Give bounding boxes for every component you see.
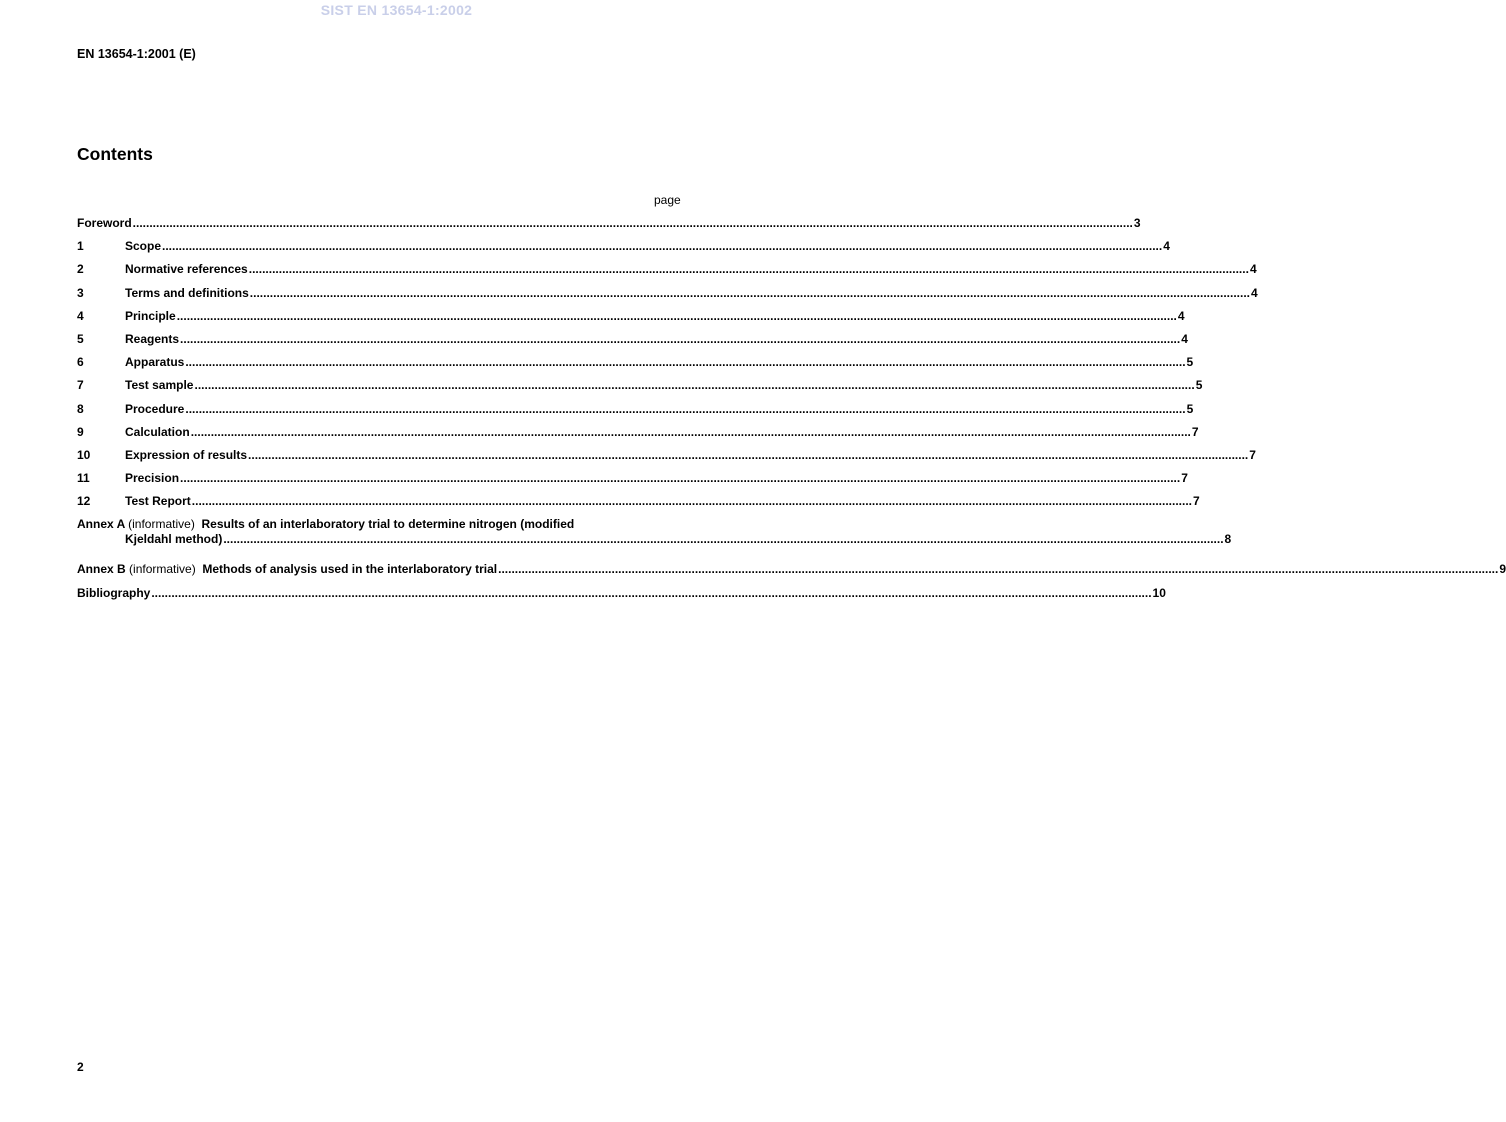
- toc-entry-page: 4: [1251, 285, 1258, 300]
- toc-entry[interactable]: [77, 471, 1188, 494]
- toc-entry-title: Procedure: [125, 401, 185, 416]
- annex-a-label: Annex A: [77, 517, 125, 532]
- leader-dots: ............................................................................................................................................................................................................................................................................................................: [190, 424, 1191, 439]
- toc-entry-page: 7: [1191, 424, 1199, 439]
- bibliography-page: 10: [1152, 585, 1166, 600]
- annex-b-type: (informative): [129, 562, 196, 577]
- leader-dots: ............................................................................................................................................................................................................................................................................................................: [498, 562, 1499, 577]
- toc-entry[interactable]: [77, 308, 1185, 332]
- toc-entry[interactable]: [77, 424, 1199, 448]
- toc-entry-title: Calculation: [125, 424, 190, 439]
- toc-entry[interactable]: [77, 239, 1170, 262]
- toc-entry[interactable]: [77, 401, 1194, 425]
- toc-entry-annex-b[interactable]: [77, 562, 1506, 585]
- annex-a-title-line1: Results of an interlaboratory trial to determine nitrogen (modified: [201, 517, 575, 532]
- leader-dots: ............................................................................................................................................................................................................................................................................................................: [191, 494, 1192, 509]
- toc-entry-page: 4: [1181, 331, 1188, 346]
- leader-dots: ............................................................................................................................................................................................................................................................................................................: [194, 378, 1195, 393]
- leader-dots: ............................................................................................................................................................................................................................................................................................................: [223, 532, 1224, 547]
- leader-dots: ............................................................................................................................................................................................................................................................................................................: [248, 262, 1249, 277]
- toc-entry-page: 4: [1163, 239, 1170, 254]
- toc-entry-title: Test Report: [125, 494, 191, 509]
- toc-entry[interactable]: [77, 378, 1203, 401]
- leader-dots: ............................................................................................................................................................................................................................................................................................................: [132, 216, 1133, 230]
- toc-entry-page: 7: [1249, 447, 1256, 462]
- toc-entry-bibliography[interactable]: [77, 585, 1166, 609]
- toc-entry-title: Foreword: [77, 216, 132, 230]
- toc-entry-title: Scope: [125, 239, 162, 254]
- annex-b-page: 9: [1499, 562, 1506, 577]
- toc-entry-number: 8: [77, 401, 84, 416]
- toc-entry[interactable]: [77, 494, 1200, 517]
- toc-entry-title: Normative references: [125, 262, 248, 277]
- annex-a-type: (informative): [128, 517, 195, 532]
- toc-entry-title: Precision: [125, 471, 180, 486]
- toc-entry-number: 6: [77, 355, 84, 370]
- toc-entry-page: 7: [1181, 471, 1188, 486]
- leader-dots: ............................................................................................................................................................................................................................................................................................................: [185, 401, 1186, 416]
- toc-entry-number: 12: [77, 494, 91, 509]
- toc-entry-page: 4: [1177, 308, 1185, 323]
- annex-b-label: Annex B: [77, 562, 126, 577]
- toc-entry-annex-a[interactable]: [77, 517, 1232, 562]
- watermark: SIST EN 13654-1:2002: [320, 2, 473, 18]
- toc-entry-number: 4: [77, 308, 84, 323]
- toc-entry-number: 11: [77, 471, 90, 486]
- annex-a-title-line2: Kjeldahl method): [125, 532, 223, 547]
- toc-entry-number: 7: [77, 378, 84, 393]
- toc-entry-number: 5: [77, 331, 84, 346]
- toc-entry[interactable]: [77, 331, 1188, 355]
- page-number: 2: [77, 1060, 84, 1074]
- toc-entry-number: 3: [77, 285, 84, 300]
- leader-dots: ............................................................................................................................................................................................................................................................................................................: [180, 331, 1181, 346]
- leader-dots: ............................................................................................................................................................................................................................................................................................................: [248, 447, 1249, 462]
- toc-entry-title: Apparatus: [125, 355, 185, 370]
- contents-heading: Contents: [77, 144, 153, 164]
- toc-entry-page: 3: [1133, 216, 1141, 230]
- toc-entry-page: 4: [1249, 262, 1257, 277]
- toc-entry[interactable]: [77, 262, 1257, 285]
- toc-entry-title: Expression of results: [125, 447, 248, 462]
- annex-b-title: Methods of analysis used in the interlaboratory trial: [202, 562, 498, 577]
- toc-entry-title: Test sample: [125, 378, 194, 393]
- document-id-header: EN 13654-1:2001 (E): [77, 47, 196, 61]
- leader-dots: ............................................................................................................................................................................................................................................................................................................: [151, 585, 1152, 600]
- leader-dots: ............................................................................................................................................................................................................................................................................................................: [176, 308, 1177, 323]
- table-of-contents: [77, 216, 1506, 609]
- bibliography-title: Bibliography: [77, 585, 151, 600]
- toc-entry-page: 5: [1186, 401, 1194, 416]
- toc-entry-number: 10: [77, 447, 91, 462]
- leader-dots: ............................................................................................................................................................................................................................................................................................................: [249, 285, 1250, 300]
- toc-entry-number: 2: [77, 262, 84, 277]
- toc-entry-page: 7: [1193, 494, 1200, 509]
- toc-entry-page: 5: [1195, 378, 1203, 393]
- toc-entry-number: 1: [77, 239, 84, 254]
- toc-entry[interactable]: [77, 447, 1256, 471]
- leader-dots: ............................................................................................................................................................................................................................................................................................................: [162, 239, 1163, 254]
- annex-a-page: 8: [1224, 532, 1232, 547]
- leader-dots: ............................................................................................................................................................................................................................................................................................................: [185, 355, 1186, 370]
- toc-entry-title: Principle: [125, 308, 176, 323]
- leader-dots: ............................................................................................................................................................................................................................................................................................................: [180, 471, 1181, 486]
- toc-entry[interactable]: [77, 355, 1194, 378]
- toc-entry-number: 9: [77, 424, 84, 439]
- toc-entry[interactable]: [77, 216, 1141, 239]
- toc-entry-page: 5: [1186, 355, 1194, 370]
- toc-entry-title: Reagents: [125, 331, 180, 346]
- toc-entry-title: Terms and definitions: [125, 285, 249, 300]
- toc-entry[interactable]: [77, 285, 1258, 309]
- page-column-label: page: [654, 193, 681, 207]
